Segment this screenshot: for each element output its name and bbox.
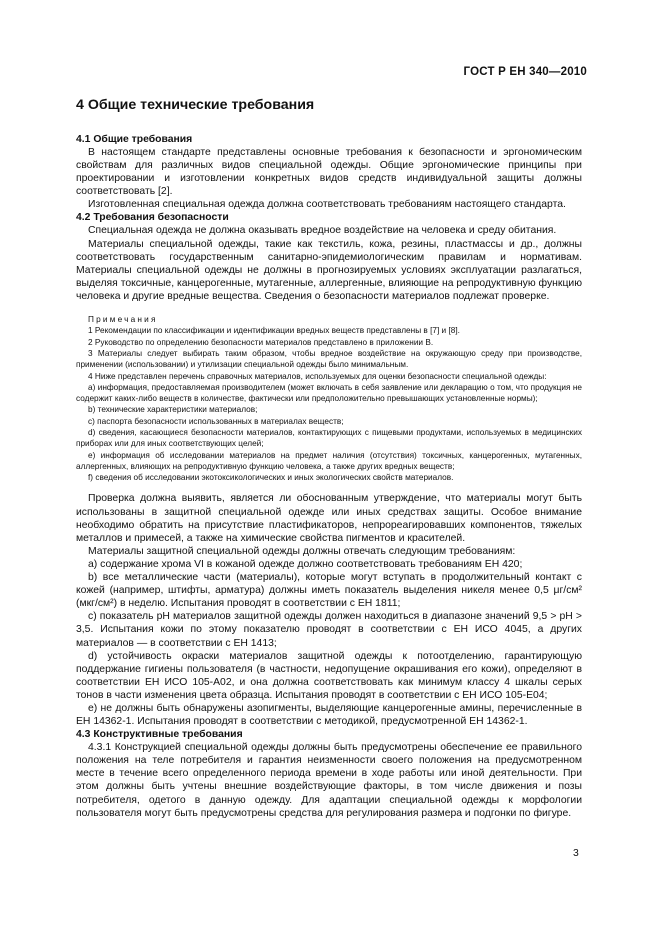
paragraph: Специальная одежда не должна оказывать вредное воздействие на человека и среду обитания. [88,225,557,237]
requirement-c: с) показатель рН материалов защитной одежды должен находиться в диапазоне значений 9,5 > рН > 3,5. Испытания кожи по этому показателю проводят в соответствии с ЕН ИСО 4045, а других материалов — в соответствии с ЕН 1413; [76,611,582,649]
page-content [76,96,582,820]
note-item: 4 Ниже представлен перечень справочных материалов, используемых для оценки безопасности специальной одежды: [88,371,547,381]
note-item: c) паспорта безопасности использованных в материалах веществ; [88,416,344,426]
note-item: а) информация, предоставляемая производителем (может включать в себя заявление или декларацию о том, что продукция не содержит каких-либо веществ в количестве, фактически или предположительно превышающих установленные нормы); [76,382,582,404]
standard-number: ГОСТ Р ЕН 340—2010 [463,66,587,78]
subsection-4-2-title: 4.2 Требования безопасности [76,212,229,224]
paragraph: Материалы защитной специальной одежды должны отвечать следующим требованиям: [88,545,516,557]
paragraph: 4.3.1 Конструкцией специальной одежды должны быть предусмотрены обеспечение ее правильного положения на теле потребителя и гарантия неизменности своего положения на предусмотренном месте в течение всего определенного периода времени в ходе работы или иной деятельности. При этом должны быть учтены внешние воздействующие факторы, в том числе движения и позы потребителя, одетого в данную одежду. Для адаптации специальной одежды к морфологии пользователя могут быть предусмотрены средства для регулирования размера и подгонки по фигуре. [76,742,582,819]
note-item: 3 Материалы следует выбирать таким образом, чтобы вредное воздействие на окружающую среду при производстве, применении (использовании) и утилизации специальной одежды было минимальным. [76,348,582,370]
subsection-4-3-title: 4.3 Конструктивные требования [76,729,243,741]
paragraph: В настоящем стандарте представлены основные требования к безопасности и эргономическим свойствам для различных видов специальной одежды. Общие эргономические принципы при проектировании и изготовлении конкретных видов средств индивидуальной защиты должны соответствовать [2]. [76,147,582,198]
requirement-b: b) все металлические части (материалы), которые могут вступать в продолжительный контакт с кожей (например, штифты, арматура) должны иметь показатель выделения никеля менее 0,5 μг/см² (мкг/см²) в неделю. Испытания проводят в соответствии с ЕН 1811; [76,572,582,610]
note-item: 2 Руководство по определению безопасности материалов представлено в приложении В. [88,337,434,347]
note-item: 1 Рекомендации по классификации и идентификации вредных веществ представлены в [7] и [8]. [88,326,460,336]
note-item: f) сведения об исследовании экотоксикологических и иных экологических свойств материалов. [88,473,454,483]
paragraph: Проверка должна выявить, является ли обоснованным утверждение, что материалы могут быть использованы в защитной специальной одежде или иных средствах защиты. Особое внимание необходимо обратить на присутствие пластификаторов, непрореагировавших компонентов, тяжелых металлов и примесей, а также на химические свойства пигментов и красителей. [76,493,582,544]
notes-label: Примечания [88,315,158,325]
paragraph: Изготовленная специальная одежда должна соответствовать требованиям настоящего стандарта. [88,199,566,211]
notes-block [76,314,582,483]
note-item: d) сведения, касающиеся безопасности материалов, контактирующих с пищевыми продуктами, используемых в медицинских приборах или для иных соответствующих целей; [76,428,582,449]
requirement-e: е) не должны быть обнаружены азопигменты, выделяющие канцерогенные амины, перечисленные в ЕН 14362-1. Испытания проводят в соответствии с методикой, предусмотренной ЕН 14362-1. [76,702,582,728]
paragraph: Материалы специальной одежды, такие как текстиль, кожа, резины, пластмассы и др., должны соответствовать государственным санитарно-эпидемиологическим правилам и нормативам. Материалы специальной одежды не должны в прогнозируемых условиях эксплуатации разлагаться, выделяя токсичные, канцерогенные, мутагенные, аллергенные, влияющие на репродуктивную функцию человека и другие вредные вещества. Сведения о безопасности материалов подлежат проверке. [76,238,582,302]
subsection-4-1-title: 4.1 Общие требования [76,134,193,145]
section-title: 4 Общие технические требования [76,97,315,113]
page-number: 3 [573,848,579,859]
note-item: e) информация об исследовании материалов на предмет наличия (отсутствия) токсичных, канцерогенных, мутагенных, аллергенных, влияющих на репродуктивную функцию человека, а также других вредных веществ; [76,450,582,471]
requirement-d: d) устойчивость окраски материалов защитной одежды к потоотделению, гарантирующую поддержание гигиены пользователя (в частности, недопущение окрашивания его кожи), определяют в соответствии ЕН ИСО 105-А02, и она должна соответствовать как минимум классу 4 шкалы серых тонов в части изменения цвета образца. Испытания проводят в соответствии с ЕН ИСО 105-Е04; [76,650,582,701]
note-item: b) технические характеристики материалов; [88,405,258,415]
requirement-a: а) содержание хрома VI в кожаной одежде должно соответствовать требованиям ЕН 420; [88,558,523,570]
